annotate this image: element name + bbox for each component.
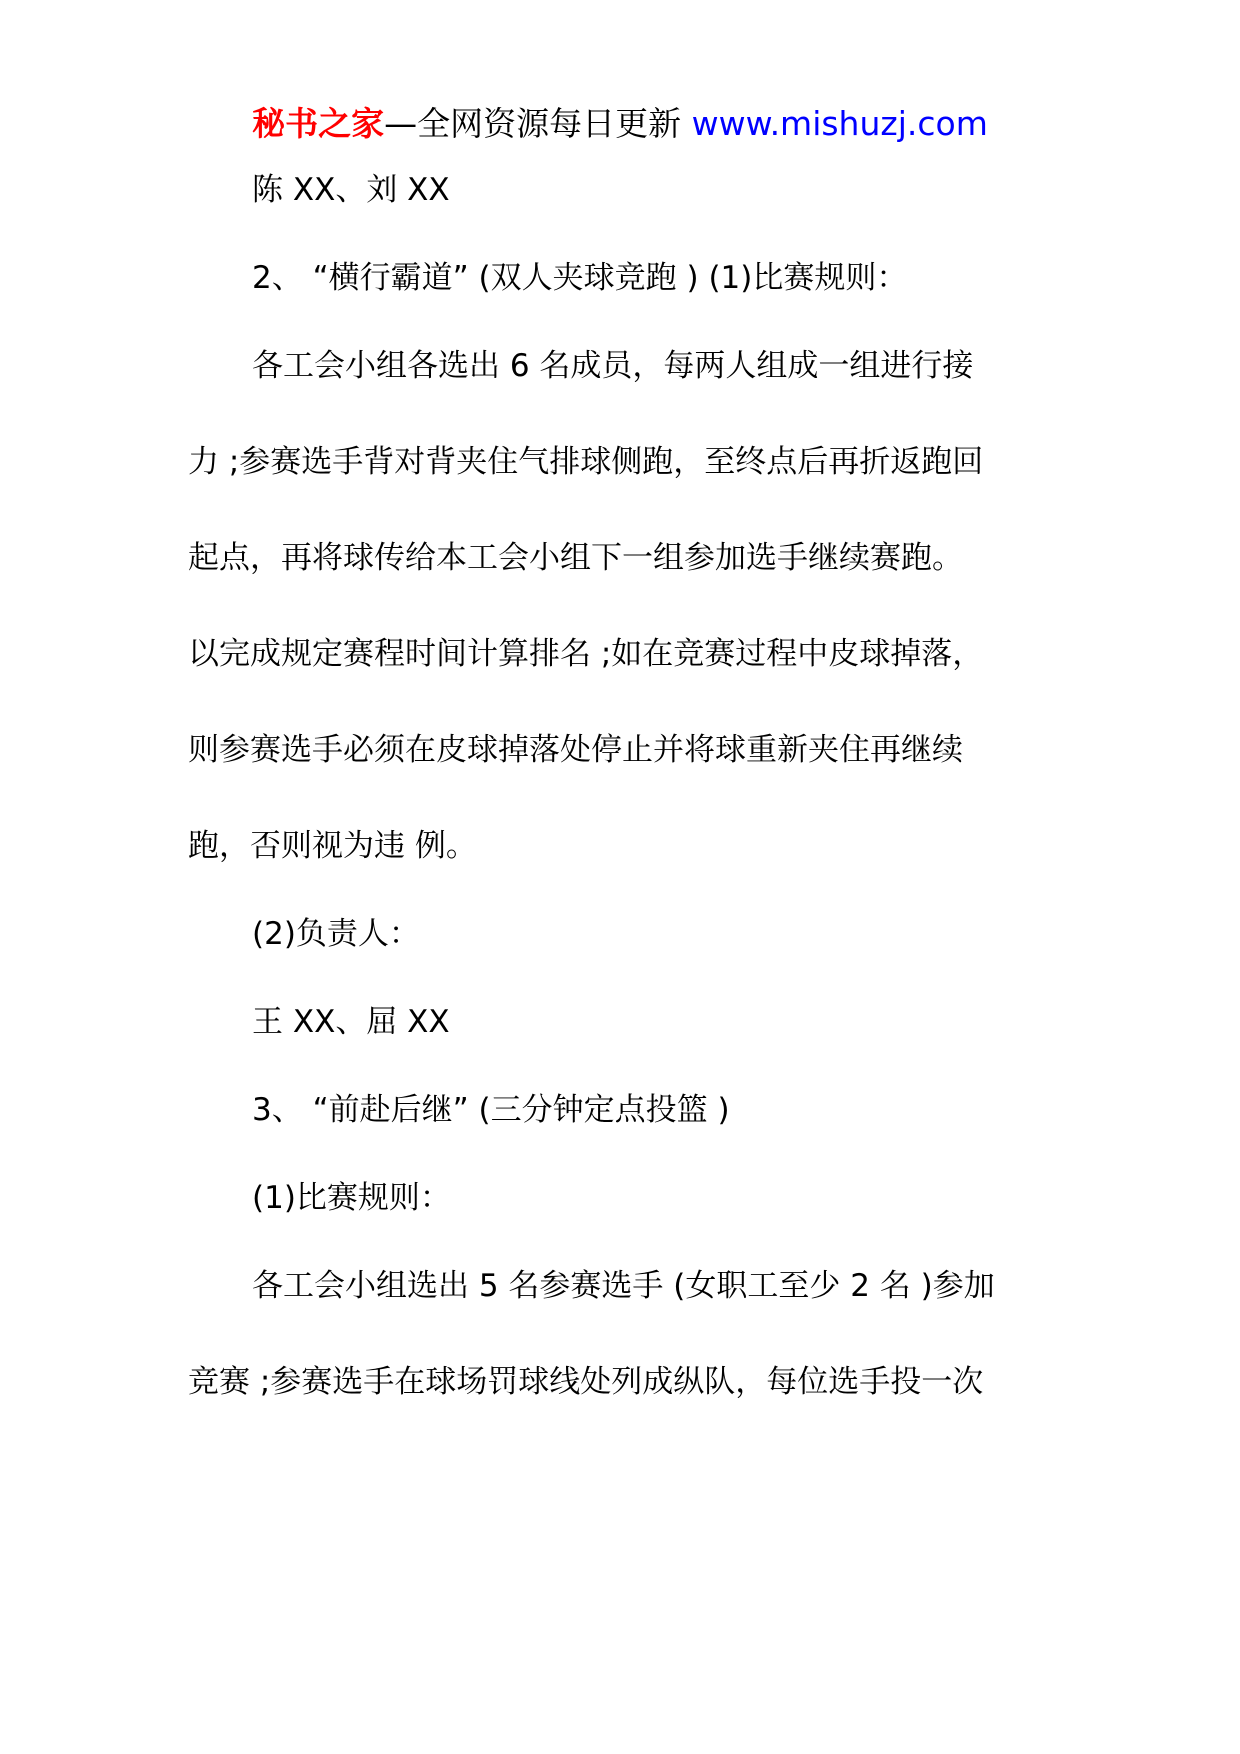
- paragraph-line: 2、 “横行霸道” (双人夹球竞跑 ) (1)比赛规则：: [252, 260, 908, 296]
- paragraph-line: 竞赛 ;参赛选手在球场罚球线处列成纵队，每位选手投一次: [188, 1364, 984, 1400]
- paragraph-line: 各工会小组各选出 6 名成员，每两人组成一组进行接: [252, 348, 974, 384]
- site-tagline: —全网资源每日更新: [384, 104, 692, 143]
- paragraph-line: 起点，再将球传给本工会小组下一组参加选手继续赛跑。: [188, 540, 963, 576]
- paragraph-line: 各工会小组选出 5 名参赛选手 (女职工至少 2 名 )参加: [252, 1268, 995, 1304]
- paragraph-line: 以完成规定赛程时间计算排名 ;如在竞赛过程中皮球掉落，: [188, 636, 984, 672]
- site-header: [0, 104, 1240, 144]
- paragraph-line: 则参赛选手必须在皮球掉落处停止并将球重新夹住再继续: [188, 732, 963, 768]
- site-url-link[interactable]: www.mishuzj.com: [691, 104, 988, 143]
- paragraph-line: 3、 “前赴后继” (三分钟定点投篮 ): [252, 1092, 730, 1128]
- paragraph-line: 跑，否则视为违 例。: [188, 828, 477, 864]
- paragraph-line: 王 XX、屈 XX: [252, 1004, 450, 1040]
- paragraph-line: 陈 XX、刘 XX: [252, 172, 450, 208]
- paragraph-line: (1)比赛规则：: [252, 1180, 451, 1216]
- paragraph-line: 力 ;参赛选手背对背夹住气排球侧跑，至终点后再折返跑回: [188, 444, 984, 480]
- site-brand: 秘书之家: [252, 104, 385, 143]
- paragraph-line: (2)负责人：: [252, 916, 420, 952]
